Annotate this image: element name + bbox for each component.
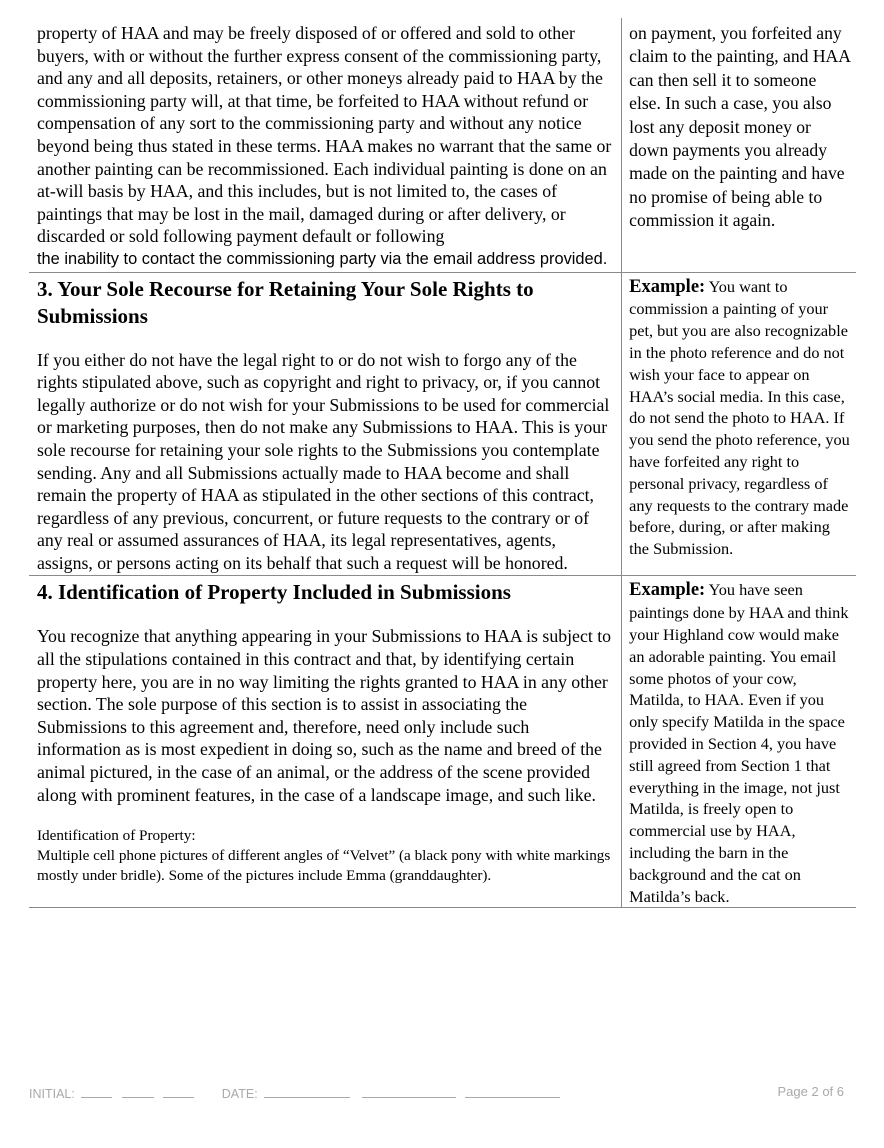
date-blank[interactable]: [465, 1084, 560, 1098]
contract-table: [29, 18, 856, 908]
identification-value: Multiple cell phone pictures of different angles of “Velvet” (a black pony with white markings mostly under bridle). Some of the pictures include Emma (granddaughter).: [37, 847, 611, 885]
example-label: Example:: [629, 580, 706, 601]
page-footer: [29, 1084, 844, 1102]
example-text: You have seen paintings done by HAA and think your Highland cow would make an adorable painting. You email some photos of your cow, Matilda, to HAA. Even if you only specify Matilda in the space provided in Section 4, you have still agreed from Section 1 that everything in the image, not just Matilda, is freely open to commercial use by HAA, including the barn in the background and the cat on Matilda’s back.: [629, 580, 849, 906]
clause-text-cell: [29, 18, 622, 272]
page-number: Page 2 of 6: [777, 1084, 844, 1099]
example-cell: [622, 18, 856, 272]
date-label: DATE:: [221, 1087, 258, 1101]
table-row: [29, 18, 856, 272]
date-blank[interactable]: [264, 1084, 350, 1098]
section-4-example-cell: [622, 576, 856, 908]
section-4-heading: 4. Identification of Property Included in Submissions: [37, 580, 511, 605]
section-3-example: [629, 276, 850, 560]
date-blank[interactable]: [362, 1084, 456, 1098]
table-row: [29, 272, 856, 576]
section-3-example-cell: [622, 272, 856, 576]
initial-blank[interactable]: [163, 1084, 194, 1098]
initial-blank[interactable]: [122, 1084, 154, 1098]
initial-label: INITIAL:: [29, 1087, 75, 1101]
clause-continuation: property of HAA and may be freely disposed of or offered and sold to other buyers, with or without the further express consent of the commissioning party, and any and all deposits, retainers, or other moneys already paid to HAA by the commissioning party will, at that time, be forfeited to HAA without refund or compensation of any sort to the commissioning party and without any notice beyond being thus stated in these terms. HAA makes no warrant that the same or another painting can be recommissioned. Each individual painting is done on an at-will basis by HAA, and this includes, but is not limited to, the cases of paintings that may be lost in the mail, damaged during or after delivery, or discarded or sold following payment default or following: [37, 23, 612, 247]
initial-blank[interactable]: [81, 1084, 112, 1098]
section-3-heading: 3. Your Sole Recourse for Retaining Your Sole Rights to Submissions: [37, 276, 534, 328]
identification-label: Identification of Property:: [37, 827, 196, 845]
table-row: [29, 576, 856, 908]
example-continuation: on payment, you forfeited any claim to the painting, and HAA can then sell it to someone else. In such a case, you also lost any deposit money or down payments you already made on the painting and have no promise of being able to commission it again.: [629, 23, 850, 231]
section-4-body: You recognize that anything appearing in your Submissions to HAA is subject to all the stipulations contained in this contract and that, by identifying certain property here, you are in no way limiting the rights granted to HAA in any other section. The sole purpose of this section is to assist in associating the Submissions to this agreement and, therefore, need only include such information as is most expedient in doing so, such as the name and breed of the animal pictured, in the case of an animal, or the address of the scene provided along with prominent features, in the case of a landscape image, and such like.: [37, 626, 612, 805]
example-label: Example:: [629, 276, 706, 297]
section-4-cell: [29, 576, 622, 908]
section-3-body: If you either do not have the legal right to or do not wish to forgo any of the rights stipulated above, such as copyright and right to privacy, or, if you cannot legally authorize or do not wish for your Submissions to be used for commercial or marketing purposes, then do not make any Submissions to HAA. This is your sole recourse for retaining your sole rights to the Submissions you contemplate sending. Any and all Submissions actually made to HAA become and shall remain the property of HAA as stipulated in the other sections of this contract, regardless of any previous, concurrent, or future requests to the contrary or of any real or assumed assurances of HAA, its legal representatives, agents, assigns, or persons acting on its behalf that such a request will be honored.: [37, 349, 610, 573]
section-3-cell: [29, 272, 622, 576]
example-text: You want to commission a painting of your pet, but you are also recognizable in the photo reference and do not wish your face to appear on HAA’s social media. In this case, do not send the photo to HAA. If you send the photo reference, you have forfeited any right to personal privacy, regardless of any requests to the contrary made before, during, or after making the Submission.: [629, 276, 850, 559]
section-4-example: [629, 579, 850, 907]
clause-continuation-end: the inability to contact the commissioning party via the email address provided.: [37, 249, 608, 268]
